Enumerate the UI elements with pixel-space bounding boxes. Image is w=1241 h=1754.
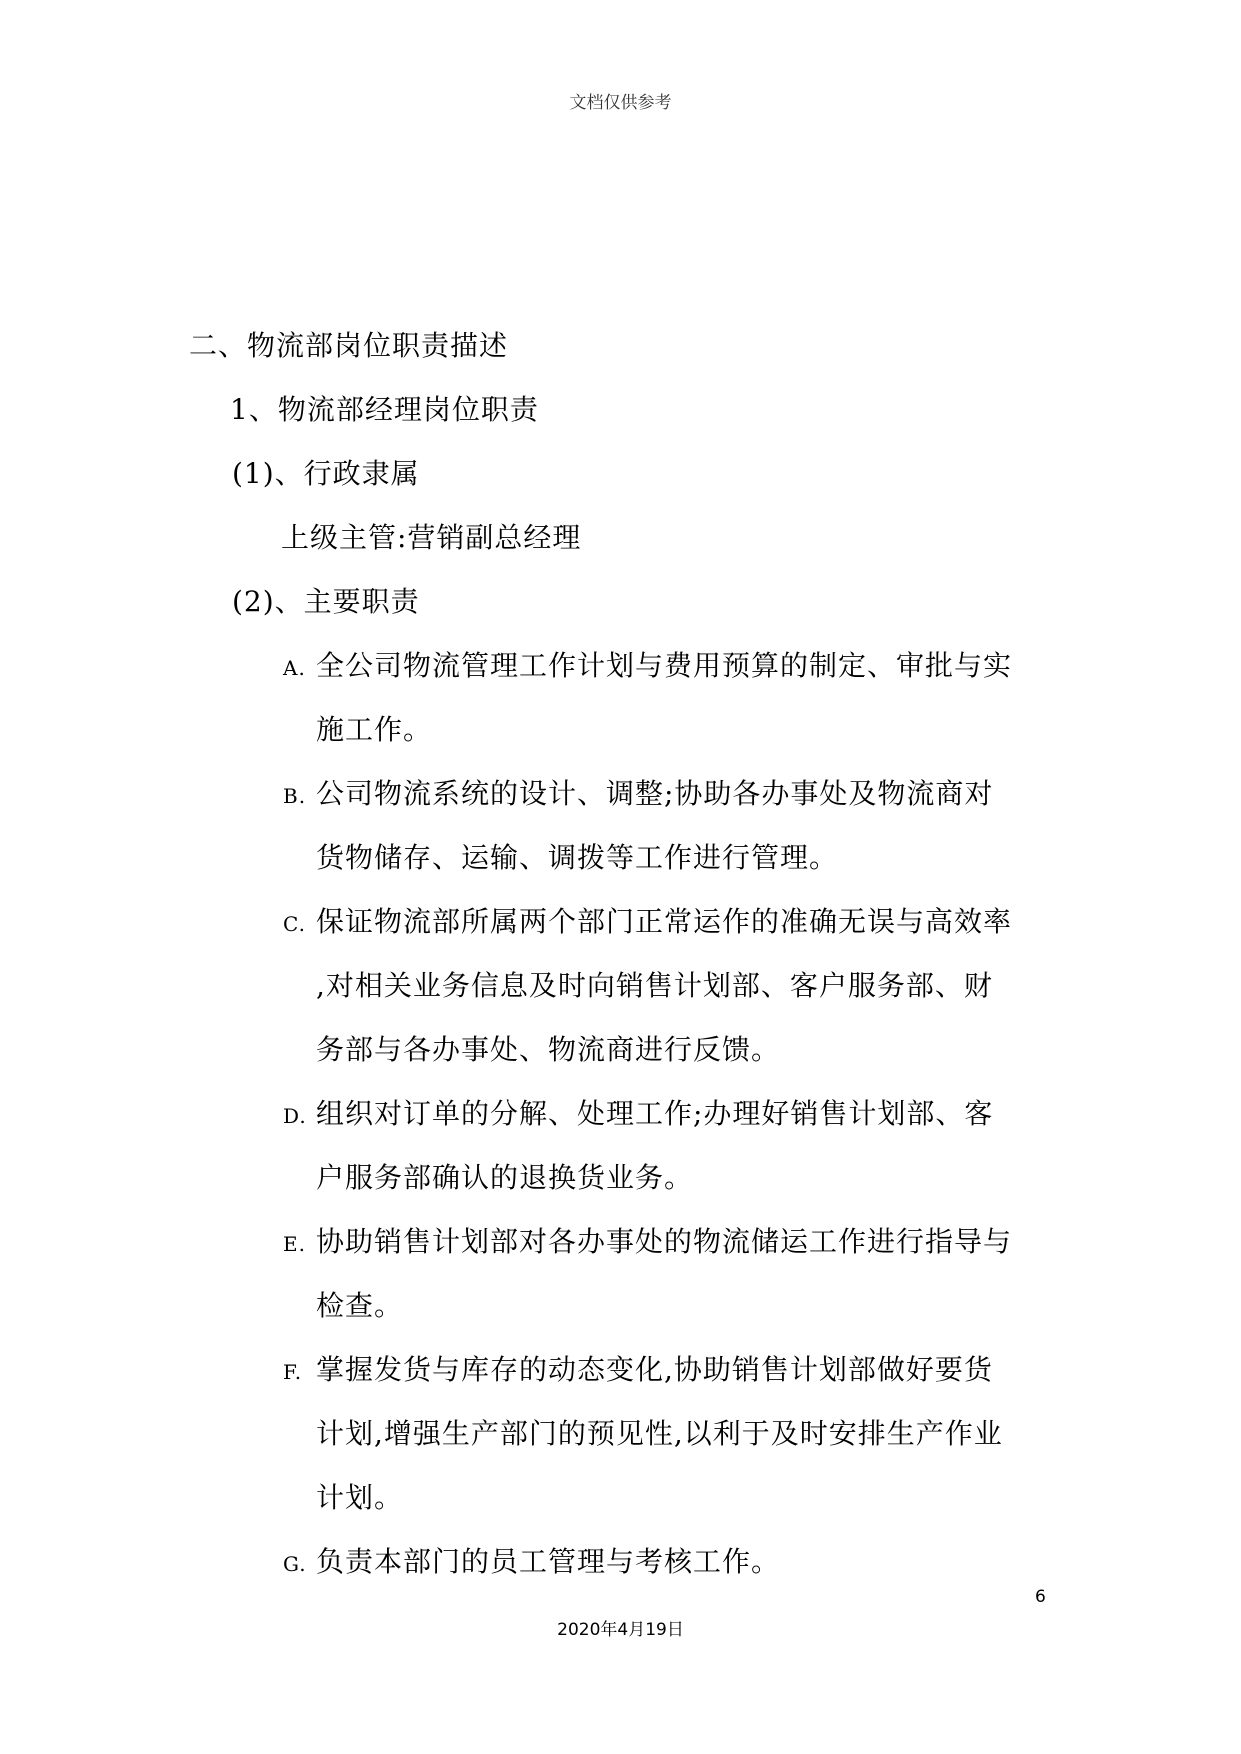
duty-text-line: 务部与各办事处、物流商进行反馈。: [316, 1033, 781, 1066]
duty-text-line: 组织对订单的分解、处理工作;办理好销售计划部、客: [316, 1097, 994, 1130]
duty-text-line: 检查。: [316, 1289, 404, 1322]
duty-marker: C.: [283, 912, 306, 936]
duty-text-line: 户服务部确认的退换货业务。: [316, 1161, 694, 1194]
duty-marker: G.: [283, 1552, 307, 1576]
duty-text-line: 货物储存、运输、调拨等工作进行管理。: [316, 841, 839, 874]
duty-text-line: ,对相关业务信息及时向销售计划部、客户服务部、财: [316, 969, 993, 1002]
duty-marker: D.: [283, 1104, 307, 1128]
page-number: 6: [1035, 1587, 1046, 1607]
duty-text-line: 全公司物流管理工作计划与费用预算的制定、审批与实: [316, 649, 1013, 682]
duty-item-g: [283, 1545, 781, 1578]
duty-text-line: 公司物流系统的设计、调整;协助各办事处及物流商对: [316, 777, 994, 810]
duties-heading: (2)、主要职责: [232, 585, 420, 618]
duty-marker: A.: [283, 656, 306, 680]
duty-item-c: [283, 905, 1013, 938]
admin-heading: (1)、行政隶属: [232, 457, 420, 490]
duty-text-line: 保证物流部所属两个部门正常运作的准确无误与高效率: [316, 905, 1013, 938]
duty-text-line: 施工作。: [316, 713, 433, 746]
duty-text-line: 计划。: [316, 1481, 404, 1514]
page-header: 文档仅供参考: [569, 93, 672, 113]
duty-text-line: 负责本部门的员工管理与考核工作。: [316, 1545, 781, 1578]
duty-item-a: [283, 649, 1013, 682]
duty-text-line: 协助销售计划部对各办事处的物流储运工作进行指导与: [316, 1225, 1013, 1258]
section-title: 二、物流部岗位职责描述: [189, 329, 509, 362]
footer-date: 2020年4月19日: [557, 1620, 684, 1640]
duty-marker: E.: [283, 1232, 306, 1256]
subsection-title: 1、物流部经理岗位职责: [230, 393, 539, 426]
duty-marker: B.: [283, 784, 307, 808]
duty-text-line: 计划,增强生产部门的预见性,以利于及时安排生产作业: [316, 1417, 1003, 1450]
duty-item-f: [283, 1353, 993, 1386]
duty-item-b: [283, 777, 994, 810]
duty-marker: F.: [283, 1360, 303, 1384]
supervisor-line: 上级主管:营销副总经理: [281, 521, 582, 554]
duty-item-e: [283, 1225, 1013, 1258]
duty-item-d: [283, 1097, 994, 1130]
duty-text-line: 掌握发货与库存的动态变化,协助销售计划部做好要货: [316, 1353, 993, 1386]
